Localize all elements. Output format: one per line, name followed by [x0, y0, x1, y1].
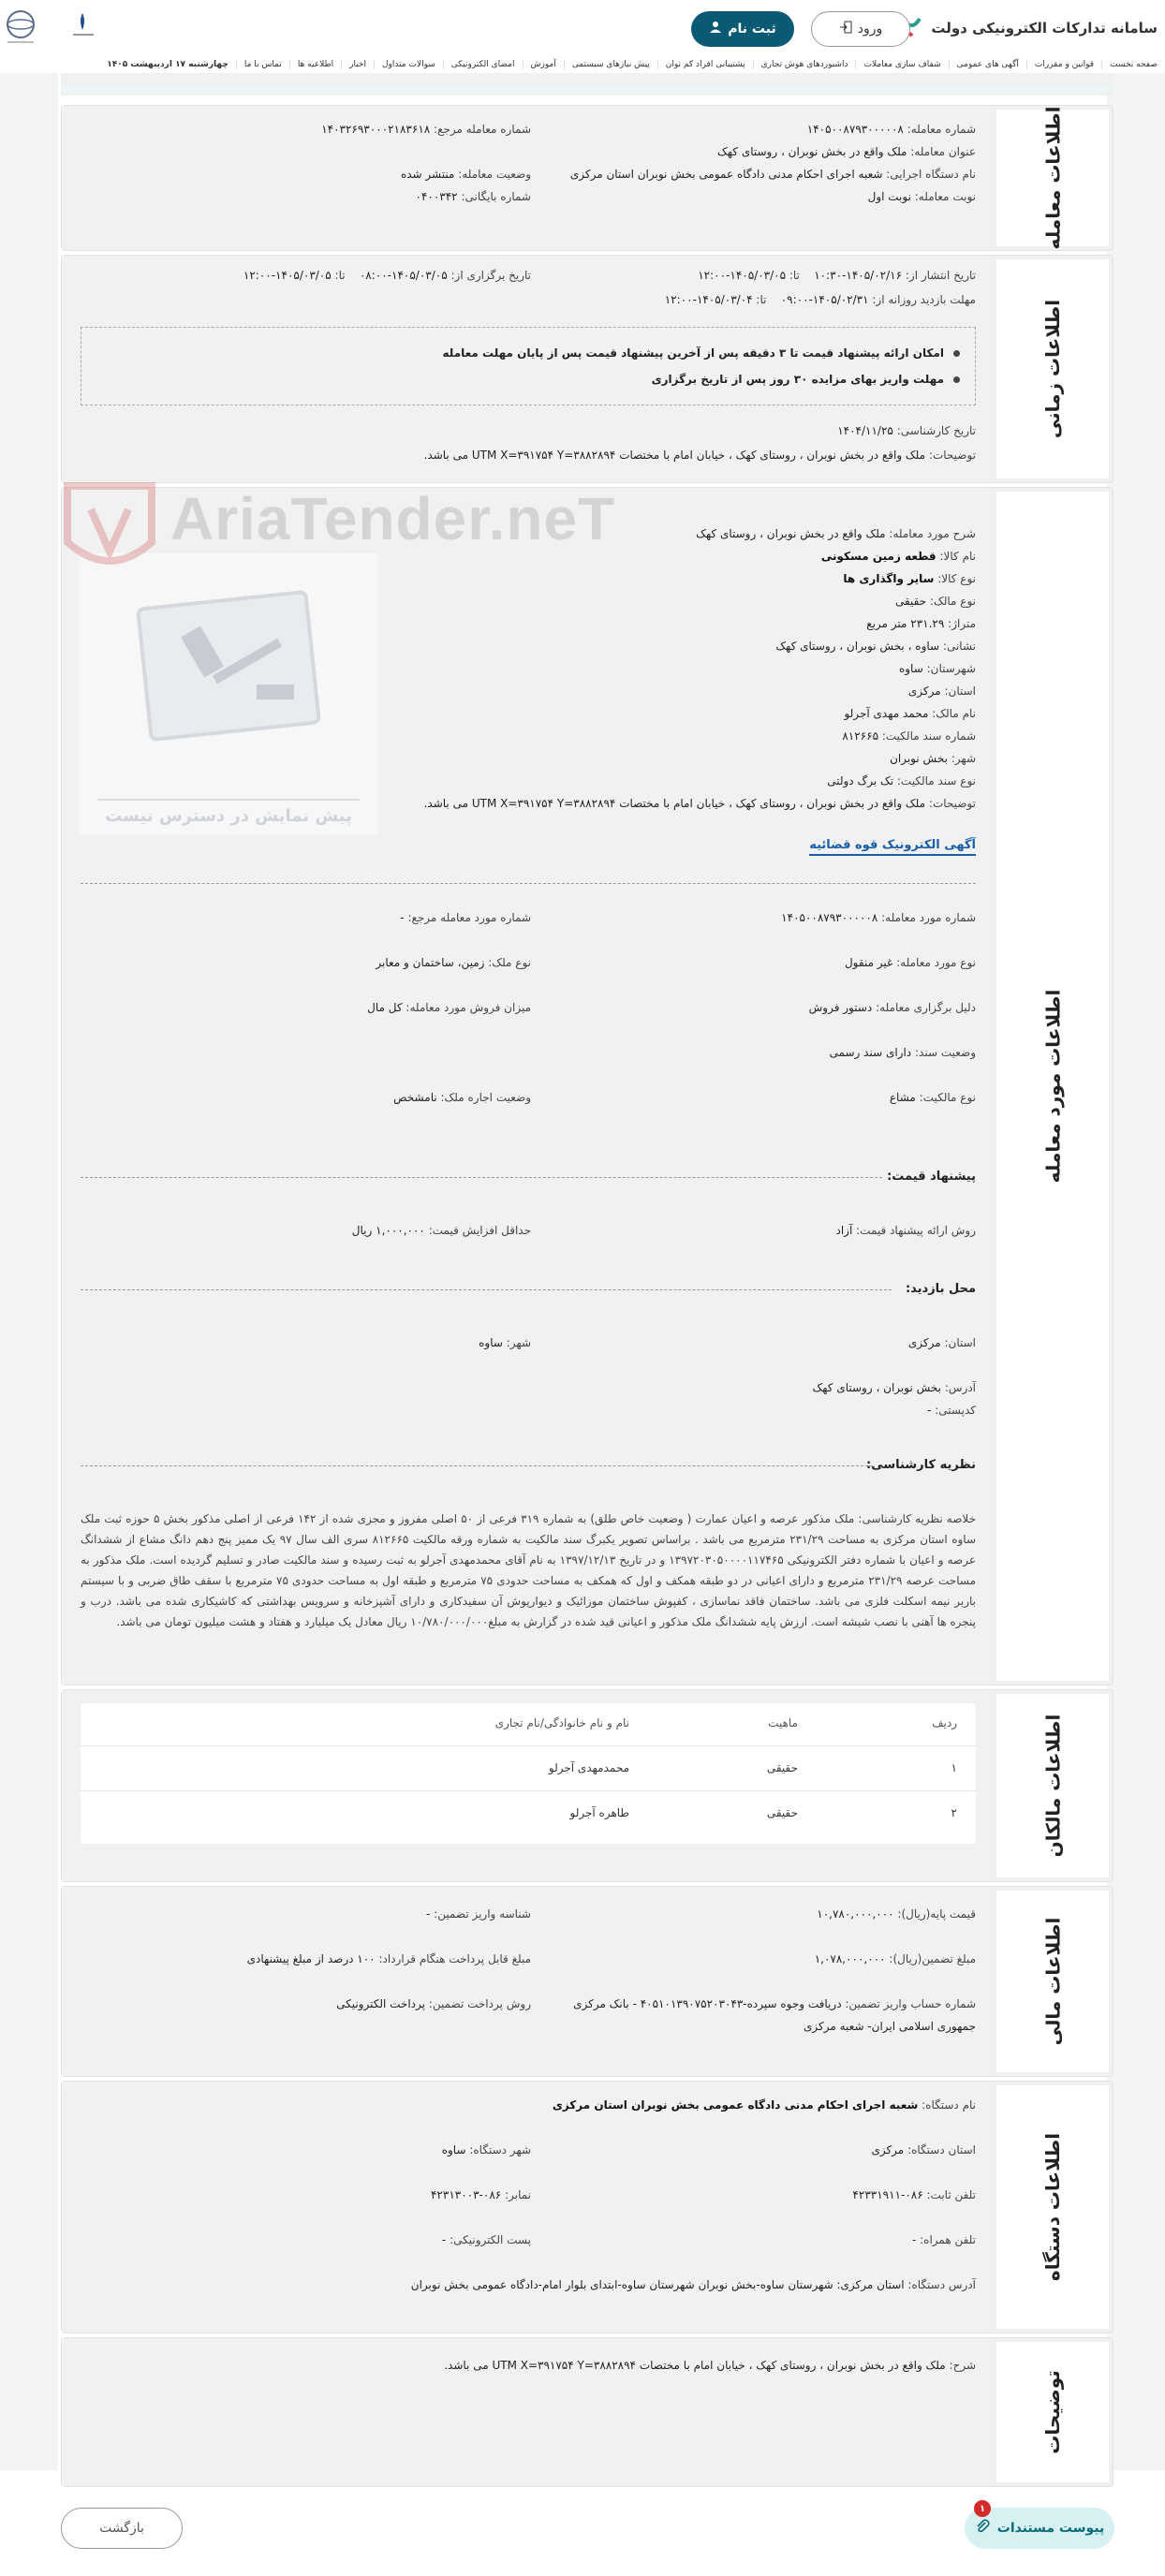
table-header-row: ردیف ماهیت نام و نام خانوادگی/نام تجاری — [81, 1703, 976, 1746]
deal-ref-number: ۱۴۰۳۲۶۹۳۰۰۰۲۱۸۳۶۱۸ — [321, 123, 431, 136]
deed-type: تک برگ دولتی — [827, 774, 894, 788]
visit-city: ساوه — [479, 1336, 503, 1349]
visit-to: ۱۴۰۵/۰۳/۰۴-۱۲:۰۰ — [664, 293, 753, 306]
expert-heading: نظریه کارشناسی: — [866, 1458, 976, 1472]
org-fax: ۰۸۶-۴۲۳۱۳۰۰۳ — [430, 2188, 502, 2201]
owners-table — [81, 1703, 976, 1844]
org-phone: ۰۸۶-۴۲۳۳۱۹۱۱ — [852, 2188, 923, 2201]
base-price: ۱۰,۷۸۰,۰۰۰,۰۰۰ — [817, 1907, 894, 1921]
notes-section: توضیحات شرح: ملک واقع در بخش نوبران ، روستای کهک ، خیابان امام با مختصات UTM X=۳۹۱۷۵۴ Y=۳۸۸۲۸۹۴ می باشد. — [61, 2337, 1113, 2487]
doc-status: دارای سند رسمی — [829, 1046, 912, 1059]
nav-item-announcements[interactable]: اطلاعیه ها — [289, 60, 341, 69]
org-email: - — [441, 2233, 447, 2246]
nav-item-dashboards[interactable]: داشبوردهای هوش تجاری — [753, 60, 856, 69]
visit-postcode: - — [927, 1404, 932, 1417]
sale-share: کل مال — [367, 1001, 403, 1014]
publish-to: ۱۴۰۵/۰۳/۰۵-۱۲:۰۰ — [698, 269, 787, 282]
org-label: اطلاعات دستگاه — [996, 2085, 1109, 2329]
org-province: مرکزی — [871, 2143, 905, 2156]
nav-item-laws[interactable]: قوانین و مقررات — [1026, 60, 1101, 69]
contract-payment: ۱۰۰ درصد از مبلغ پیشنهادی — [246, 1952, 376, 1965]
paperclip-icon — [975, 2519, 990, 2538]
org-name: شعبه اجرای احکام مدنی دادگاه عمومی بخش نوبران استان مرکزی — [552, 2098, 919, 2112]
finance-label: اطلاعات مالی — [996, 1891, 1109, 2072]
deal-info-section: اطلاعات معامله شماره معامله: ۱۴۰۵۰۰۸۷۹۳۰۰۰۰۰۸ شماره معامله مرجع: ۱۴۰۳۲۶۹۳۰۰۰۲۱۸۳۶۱۸ عنوان معامله: ملک واقع در بخش نوبران ، روستای کهک نام دستگاه اجرایی: شعبه اجرای احکام مدنی دادگاه عمومی بخش نوبران استان مرکزی وضعیت معامله: منتشر شده نوبت معامله: نوبت اول شماره بایگانی: ۰۴۰۰۳۴۲ — [61, 105, 1113, 251]
guarantee-method: پرداخت الکترونیکی — [336, 1997, 425, 2010]
org-mobile: - — [911, 2233, 917, 2246]
gavel-placeholder-icon — [79, 553, 378, 834]
content-top-bar — [61, 73, 1113, 96]
notes-text: ملک واقع در بخش نوبران ، روستای کهک ، خیابان امام با مختصات UTM X=۳۹۱۷۵۴ Y=۳۸۸۲۸۹۴ می باشد. — [444, 2359, 946, 2372]
visit-address: بخش نوبران ، روستای کهک — [812, 1381, 941, 1394]
item-name: قطعه زمین مسکونی — [820, 550, 936, 563]
attachments-button[interactable]: پیوست مستندات ۱ — [965, 2508, 1114, 2549]
county: ساوه — [898, 662, 923, 675]
time-info-section: اطلاعات زمانی تاریخ انتشار از: ۱۴۰۵/۰۲/۱۶-۱۰:۳۰ تا: ۱۴۰۵/۰۳/۰۵-۱۲:۰۰ تاریخ برگزاری از: ۱۴۰۵/۰۳/۰۵-۰۸:۰۰ تا: ۱۴۰۵/۰۳/۰۵-۱۲:۰۰ مهلت بازدید روزانه از: ۱۴۰۵/۰۲/۳۱-۰۹:۰۰ تا: ۱۴۰۵/۰۳/۰۴-۱۲:۰۰ امکان ارائه پیشنهاد قیمت تا ۳ دقیقه پس از آخرین پیشنهاد قیمت پس از پایان مهلت معامله مهلت واریز بهای مزایده ۳۰ روز پس از تاریخ برگزاری تاریخ کارشناسی: ۱۴۰۴/۱۱/۲۵ توضیحات: ملک واقع در بخش نوبران ، روستای کهک ، خیابان امام با مختصات UTM X=۳۹۱۷۵۴ Y=۳۸۸۲۸۹۴ می باشد. — [61, 255, 1113, 483]
finance-section: اطلاعات مالی قیمت پایه(ریال): ۱۰,۷۸۰,۰۰۰,۰۰۰ شناسه واریز تضمین: - مبلغ تضمین(ریال): ۱,۰۷۸,۰۰۰,۰۰۰ مبلغ قابل پرداخت هنگام قرارداد: ۱۰۰ درصد از مبلغ پیشنهادی شماره حساب واریز تضمین: دریافت وجوه سپرده-۴۰۵۱۰۱۳۹۰۷۵۲۰۳۰۴۳ - بانک مرکزی جمهوری اسلامی ایران- شعبه مرکزی روش پرداخت تضمین: پرداخت الکترونیکی — [61, 1886, 1113, 2077]
time-info-label: اطلاعات زمانی — [996, 259, 1109, 478]
min-increment: ۱,۰۰۰,۰۰۰ ریال — [351, 1224, 425, 1237]
owner-type: حقیقی — [894, 595, 927, 608]
publish-from: ۱۴۰۵/۰۲/۱۶-۱۰:۳۰ — [814, 269, 903, 282]
main-nav — [0, 56, 1165, 73]
item-desc: ملک واقع در بخش نوبران ، روستای کهک — [696, 527, 886, 540]
table-row: ۲ حقیقی طاهره آجرلو — [569, 1806, 957, 1819]
deal-number: ۱۴۰۵۰۰۸۷۹۳۰۰۰۰۰۸ — [806, 123, 904, 136]
site-logo-area[interactable] — [893, 0, 1165, 56]
item-number: ۱۴۰۵۰۰۸۷۹۳۰۰۰۰۰۸ — [781, 911, 878, 924]
item-info-section: اطلاعات مورد معامله شرح مورد معامله: ملک واقع در بخش نوبران ، روستای کهک نام کالا: قطعه زمین مسکونی نوع کالا: سایر واگذاری ها نوع مالک: حقیقی متراژ: ۲۳۱.۲۹ متر مربع نشانی: ساوه ، بخش نوبران ، روستای کهک شهرستان: ساوه استان: مرکزی نام مالک: محمد مهدی آجرلو شماره سند مالکیت: ۸۱۲۶۶۵ شهر: بخش نوبران نوع سند مالکیت: تک برگ دولتی توضیحات: ملک واقع در بخش نوبران ، روستای کهک ، خیابان امام با مختصات UTM X=۳۹۱۷۵۴ Y=۳۸۸۲۸۹۴ می باشد. پیش نمایش در دسترس نیست AriaTender.neT آگهی الکترونیک قوه قضائیه شماره مورد معامله: ۱۴۰۵۰۰۸۷۹۳۰۰۰۰۰۸ شماره مورد معامله مرجع: - نوع مورد معامله: غیر منقول نوع ملک: زمین، ساختمان و معابر دلیل برگزاری معامله: دستور فروش میزان فروش مورد معامله: کل مال وضعیت سند: دارای سند رسمی نوع مالکیت: مشاع وضعیت اجاره ملک: نامشخص پیشنهاد قیمت: روش ارائه پیشنهاد قیمت: آزاد حداقل افزایش قیمت: ۱,۰۰۰,۰۰۰ ریال محل بازدید: استان: مرکزی شهر: ساوه آدرس: بخش نوبران ، روستای کهک کدپستی: - نظریه کارشناسی: خلاصه نظریه کارشناسی: ملک مذکور عرصه و اعیان عمارت ( وضعیت خاص طلق) به شماره ۳۱۹ فرعی از ۵۰ اصلی مفروز و مجزی شده از ۱۴۲ فرعی از اصلی مذکور بخش ۵ حوزه ثبت ملک ساوه استان مرکزی به مساحت ۲۳۱/۲۹ مترمربع می باشد . براساس تصویر یکبرگ سند مالکیت به شماره ورقه مالکیت ۸۱۲۶۶۵ سری الف سال ۹۷ یک ممیز پنج دهم دانگ مشاع از ششدانگ عرصه و اعیان با شماره دفتر الکترونیکی ۱۳۹۷۲۰۳۰۵۰۰۰۰۱۱۷۴۶۵ و در تاریخ ۱۳۹۷/۱۲/۱۳ به نام آقای محمدمهدی آجرلو به ثبت رسیده و سند مالکیت صادر و تسلیم گردیده است. ملک مذکور به مساحت عرصه ۲۳۱/۲۹ مترمربع و دارای اعیانی در دو طبقه همکف و اول که همکف به مساحت حدودی ۷۵ مترمربع و طبقه اول به مساحت حدودی ۷۵ مترمربع با سقف طاق ضربی و با سیستم باربر نیمه اسکلت فلزی می باشد. ساختمان فاقد نماسازی ، کفپوش ساختمان موزائیک و دیوارپوش آن سفیدکاری و دارای آشپزخانه و سرویس بهداشتی که کاشیکاری شده می باشد. درب و پنجره ها آهنی با نصب شیشه است. ارزش پایه ششدانگ ملک مذکور و اعیانی قید شده در گزارش به مبلغ۱۰/۷۸۰/۰۰۰/۰۰۰ ریال معادل یک میلیارد و هفتاد و هشت میلیون تومان می باشد. — [61, 487, 1113, 1685]
nav-item-training[interactable]: آموزش — [523, 60, 564, 69]
login-icon — [839, 21, 852, 37]
login-button[interactable]: ورود — [811, 11, 910, 47]
header — [0, 0, 1165, 56]
hold-to: ۱۴۰۵/۰۳/۰۵-۱۲:۰۰ — [243, 269, 332, 282]
table-row: ۱ حقیقی محمدمهدی آجرلو — [81, 1748, 976, 1791]
nav-item-home[interactable]: صفحه نخست — [1101, 60, 1165, 69]
expert-date: ۱۴۰۴/۱۱/۲۵ — [837, 424, 893, 437]
register-button[interactable]: ثبت نام — [691, 11, 794, 47]
province: مرکزی — [907, 684, 941, 698]
item-ref-number: - — [400, 911, 405, 924]
archive-number: ۰۴۰۰۳۴۲ — [415, 190, 458, 203]
expert-opinion-text: خلاصه نظریه کارشناسی: ملک مذکور عرصه و اعیان عمارت ( وضعیت خاص طلق) به شماره ۳۱۹ فرعی از ۵۰ اصلی مفروز و مجزی شده از ۱۴۲ فرعی از اصلی مذکور بخش ۵ حوزه ثبت ملک ساوه استان مرکزی به مساحت ۲۳۱/۲۹ مترمربع می باشد . براساس تصویر یکبرگ سند مالکیت به شماره ورقه مالکیت ۸۱۲۶۶۵ سری الف سال ۹۷ یک ممیز پنج دهم دانگ مشاع از ششدانگ عرصه و اعیان با شماره دفتر الکترونیکی ۱۳۹۷۲۰۳۰۵۰۰۰۰۱۱۷۴۶۵ و در تاریخ ۱۳۹۷/۱۲/۱۳ به نام آقای محمدمهدی آجرلو به ثبت رسیده و سند مالکیت صادر و تسلیم گردیده است. ملک مذکور به مساحت عرصه ۲۳۱/۲۹ مترمربع و دارای اعیانی در دو طبقه همکف و اول که همکف به مساحت حدودی ۷۵ مترمربع و طبقه اول به مساحت حدودی ۷۵ مترمربع با سقف طاق ضربی و با سیستم باربر نیمه اسکلت فلزی می باشد. ساختمان فاقد نماسازی ، کفپوش ساختمان موزائیک و دیوارپوش آن سفیدکاری و دارای آشپزخانه و سرویس بهداشتی که کاشیکاری شده می باشد. درب و پنجره ها آهنی با نصب شیشه است. ارزش پایه ششدانگ ملک مذکور و اعیانی قید شده در گزارش به مبلغ۱۰/۷۸۰/۰۰۰/۰۰۰ ریال معادل یک میلیارد و هفتاد و هشت میلیون تومان می باشد. — [81, 1512, 977, 1628]
time-description: ملک واقع در بخش نوبران ، روستای کهک ، خیابان امام با مختصات UTM X=۳۹۱۷۵۴ Y=۳۸۸۲۸۹۴ می باشد. — [423, 449, 926, 462]
ownership-type: مشاع — [889, 1091, 916, 1104]
city: بخش نوبران — [890, 752, 948, 765]
hold-from: ۱۴۰۵/۰۳/۰۵-۰۸:۰۰ — [359, 269, 448, 282]
rule-bullet-1: امکان ارائه پیشنهاد قیمت تا ۳ دقیقه پس از آخرین پیشنهاد قیمت پس از پایان مهلت معامله — [443, 346, 960, 360]
preview-unavailable-text: پیش نمایش در دسترس نیست — [105, 806, 352, 826]
right-margin — [1107, 73, 1165, 2470]
property-type: زمین، ساختمان و معابر — [376, 956, 485, 969]
deal-org: شعبه اجرای احکام مدنی دادگاه عمومی بخش نوبران استان مرکزی — [569, 168, 883, 181]
nav-item-contact[interactable]: تماس با ما — [236, 60, 289, 69]
nav-item-accessibility[interactable]: پشتیبانی افراد کم توان — [657, 60, 753, 69]
rules-box — [81, 327, 976, 405]
government-emblem-icon — [0, 7, 103, 51]
address: ساوه ، بخش نوبران ، روستای کهک — [775, 640, 940, 653]
watermark — [49, 467, 629, 589]
guarantee-id: - — [426, 1907, 431, 1921]
user-add-icon — [709, 21, 722, 37]
owner-name: محمد مهدی آجرلو — [844, 707, 929, 720]
area: ۲۳۱.۲۹ متر مربع — [866, 617, 945, 630]
org-city: ساوه — [441, 2143, 466, 2156]
lease-status: نامشخص — [393, 1091, 437, 1104]
item-info-label: اطلاعات مورد معامله — [996, 492, 1109, 1681]
notes-label: توضیحات — [996, 2342, 1109, 2482]
item-notes: ملک واقع در بخش نوبران ، روستای کهک ، خیابان امام با مختصات UTM X=۳۹۱۷۵۴ Y=۳۸۸۲۸۹۴ می باشد. — [423, 797, 926, 810]
site-title: سامانه تدارکات الکترونیکی دولت — [931, 20, 1158, 37]
owners-section — [61, 1689, 1113, 1882]
deal-title: ملک واقع در بخش نوبران ، روستای کهک — [717, 145, 907, 158]
visit-from: ۱۴۰۵/۰۲/۳۱-۰۹:۰۰ — [780, 293, 869, 306]
guarantee-account-cont: جمهوری اسلامی ایران- شعبه مرکزی — [804, 2020, 976, 2033]
emblems — [0, 7, 103, 51]
divider — [81, 883, 976, 884]
org-section: اطلاعات دستگاه نام دستگاه: شعبه اجرای احکام مدنی دادگاه عمومی بخش نوبران استان مرکزی استان دستگاه: مرکزی شهر دستگاه: ساوه تلفن ثابت: ۰۸۶-۴۲۳۳۱۹۱۱ نمابر: ۰۸۶-۴۲۳۱۳۰۰۳ تلفن همراه: - پست الکترونیکی: - آدرس دستگاه: استان مرکزی: شهرستان ساوه-بخش نوبران شهرستان ساوه-ابتدای بلوار امام-دادگاه عمومی بخش نوبران — [61, 2081, 1113, 2333]
nav-item-transparency[interactable]: شفاف سازی معاملات — [855, 60, 948, 69]
attachments-count-badge: ۱ — [974, 2500, 991, 2517]
rule-bullet-2: مهلت واریز بهای مزایده ۳۰ روز پس از تاریخ برگزاری — [652, 373, 960, 386]
item-kind: غیر منقول — [844, 956, 893, 969]
image-preview[interactable] — [79, 553, 378, 834]
nav-item-faq[interactable]: سوالات متداول — [374, 60, 443, 69]
visit-province: مرکزی — [907, 1336, 941, 1349]
deal-info-label: اطلاعات معامله — [996, 110, 1109, 246]
watermark-text: AriaTender.neT — [170, 485, 616, 552]
left-margin — [0, 73, 58, 2470]
current-date: چهارشنبه ۱۷ اردیبهشت ۱۴۰۵ — [107, 60, 229, 69]
nav-item-prerequisites[interactable]: پیش نیازهای سیستمی — [564, 60, 657, 69]
nav-item-public-ads[interactable]: آگهی های عمومی — [949, 60, 1026, 69]
offer-heading: پیشنهاد قیمت: — [887, 1170, 976, 1184]
offer-method: آزاد — [835, 1224, 853, 1237]
visit-heading: محل بازدید: — [905, 1282, 976, 1296]
judiciary-ad-link[interactable]: آگهی الکترونیک قوه قضائیه — [809, 838, 976, 856]
deal-status: منتشر شده — [400, 168, 455, 181]
owners-label: اطلاعات مالکان — [996, 1694, 1109, 1877]
item-type: سایر واگذاری ها — [843, 572, 935, 585]
guarantee-account: دریافت وجوه سپرده-۴۰۵۱۰۱۳۹۰۷۵۲۰۳۰۴۳ - بانک مرکزی — [573, 1997, 842, 2010]
deed-number: ۸۱۲۶۶۵ — [842, 729, 879, 743]
back-button[interactable]: بازگشت — [61, 2508, 183, 2549]
org-address: استان مرکزی: شهرستان ساوه-بخش نوبران شهرستان ساوه-ابتدای بلوار امام-دادگاه عمومی بخش نوبران — [410, 2278, 905, 2291]
nav-item-e-signature[interactable]: امضای الکترونیکی — [443, 60, 523, 69]
holding-reason: دستور فروش — [808, 1001, 873, 1014]
guarantee-amount: ۱,۰۷۸,۰۰۰,۰۰۰ — [814, 1952, 886, 1965]
deal-turn: نوبت اول — [867, 190, 911, 203]
nav-item-news[interactable]: اخبار — [341, 60, 374, 69]
